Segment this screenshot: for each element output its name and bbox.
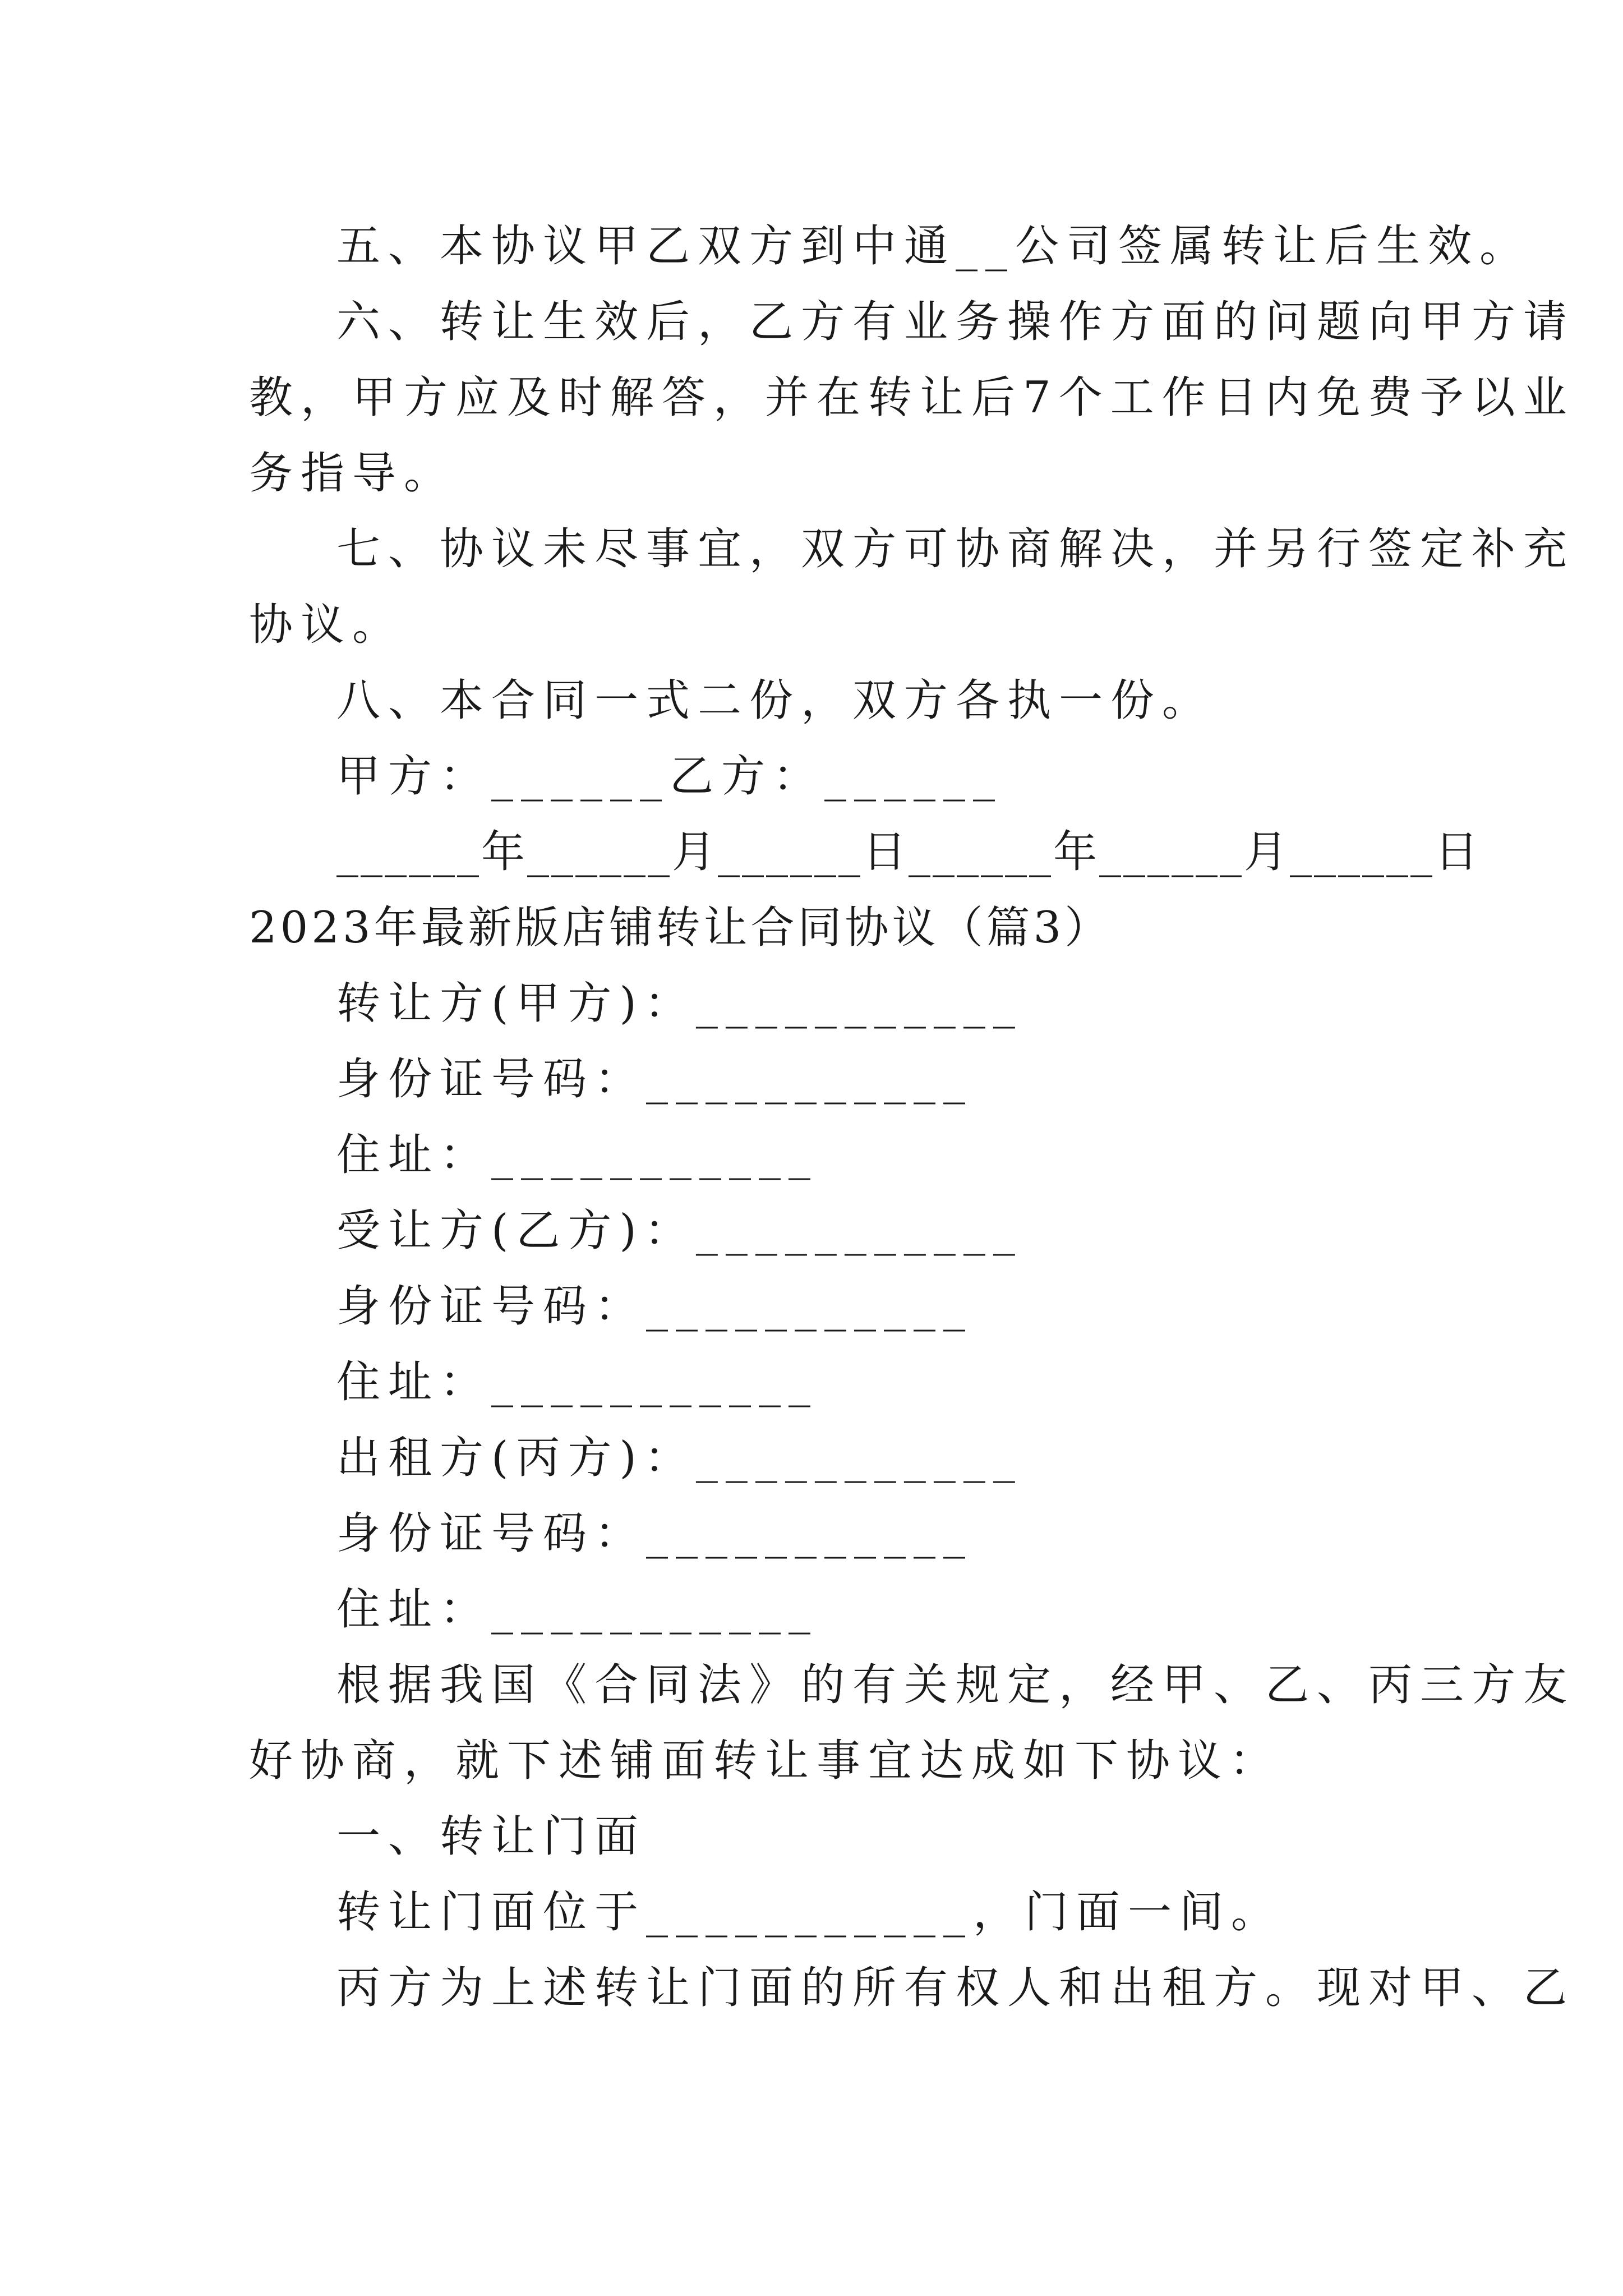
transferee-address-field: 住址：___________ — [336, 1357, 819, 1407]
article-1-owner: 丙方为上述转让门面的所有权人和出租方。现对甲、乙 — [336, 1963, 1575, 2013]
signature-dates: ______年______月______日______年______月______日 — [336, 827, 1481, 877]
article-1-heading: 一、转让门面 — [336, 1811, 647, 1862]
clause-6-line-1: 六、转让生效后，乙方有业务操作方面的问题向甲方请 — [336, 297, 1575, 347]
clause-6-line-3: 务指导。 — [249, 448, 456, 499]
clause-5: 五、本协议甲乙双方到中通__公司签属转让后生效。 — [336, 221, 1532, 272]
lessor-address-field: 住址：___________ — [336, 1584, 819, 1635]
clause-7-line-1: 七、协议未尽事宜，双方可协商解决，并另行签定补充 — [336, 524, 1575, 574]
section-title: 2023年最新版店铺转让合同协议（篇3） — [249, 903, 1112, 953]
transferee-id-field: 身份证号码：___________ — [336, 1281, 974, 1332]
preamble-line-2: 好协商，就下述铺面转让事宜达成如下协议： — [249, 1736, 1281, 1786]
transferor-id-field: 身份证号码：___________ — [336, 1054, 974, 1105]
clause-7-line-2: 协议。 — [249, 600, 404, 650]
lessor-id-field: 身份证号码：___________ — [336, 1508, 974, 1559]
lessor-field: 出租方(丙方)：___________ — [336, 1433, 1023, 1483]
transferor-field: 转让方(甲方)：___________ — [336, 978, 1023, 1029]
clause-8: 八、本合同一式二份，双方各执一份。 — [336, 675, 1214, 726]
transferee-field: 受让方(乙方)：___________ — [336, 1205, 1023, 1256]
transferor-address-field: 住址：___________ — [336, 1130, 819, 1180]
signature-parties: 甲方：______乙方：______ — [336, 751, 1003, 802]
article-1-location: 转让门面位于___________，门面一间。 — [336, 1887, 1283, 1938]
preamble-line-1: 根据我国《合同法》的有关规定，经甲、乙、丙三方友 — [336, 1660, 1575, 1710]
clause-6-line-2: 教，甲方应及时解答，并在转让后7个工作日内免费予以业 — [249, 372, 1575, 423]
